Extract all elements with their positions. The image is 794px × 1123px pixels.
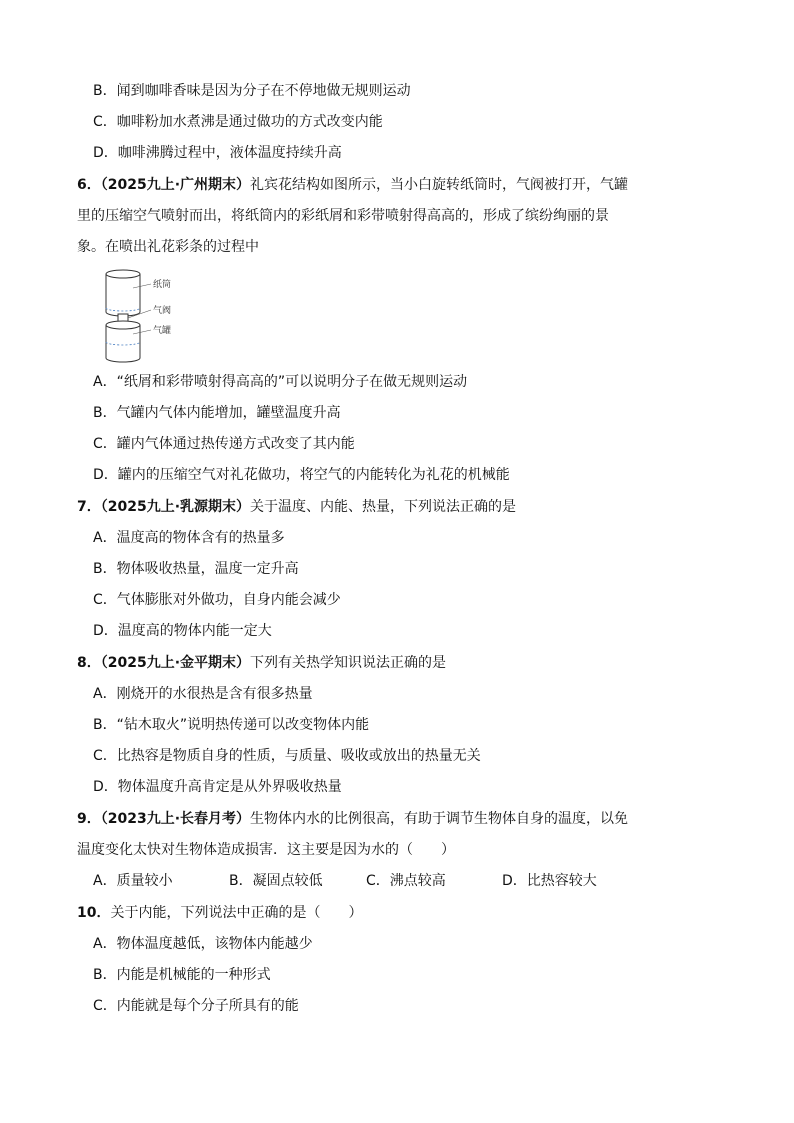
q7-option-a: A．温度高的物体含有的热量多 [93, 530, 285, 546]
figure-label-tank: 气罐 [153, 326, 172, 336]
q7-source: （2025九上·乳源期末） [100, 499, 251, 515]
q9-option-a: A．质量较小 [93, 873, 173, 889]
q6-stem-line2: 里的压缩空气喷射而出，将纸筒内的彩纸屑和彩带喷射得高高的，形成了缤纷绚丽的景 [77, 208, 609, 224]
q9-stem-line1: 生物体内水的比例很高，有助于调节生物体自身的温度，以免 [250, 811, 629, 827]
q10-option-b: B．内能是机械能的一种形式 [93, 967, 271, 983]
q10-option-a: A．物体温度越低，该物体内能越少 [93, 936, 313, 952]
q6-stem-line3: 象。在喷出礼花彩条的过程中 [77, 239, 259, 255]
q10-number: 10． [77, 905, 111, 921]
q8-option-c: C．比热容是物质自身的性质，与质量、吸收或放出的热量无关 [93, 748, 481, 764]
q6-option-b: B．气罐内气体内能增加，罐壁温度升高 [93, 405, 341, 421]
q8-source: （2025九上·金平期末） [100, 655, 251, 671]
paper-tube-shape [106, 270, 140, 316]
q6-number: 6． [77, 177, 101, 193]
q9-option-c: C．沸点较高 [366, 873, 446, 889]
q10-stem [77, 903, 362, 923]
q6-option-a: A．“纸屑和彩带喷射得高高的”可以说明分子在做无规则运动 [93, 374, 468, 390]
q8-option-b: B．“钻木取火”说明热传递可以改变物体内能 [93, 717, 370, 733]
q7-number: 7． [77, 499, 101, 515]
q8-stem [77, 653, 446, 673]
q8-option-a: A．刚烧开的水很热是含有很多热量 [93, 686, 313, 702]
q8-option-d: D．物体温度升高肯定是从外界吸收热量 [93, 779, 342, 795]
q9-option-d: D．比热容较大 [502, 873, 597, 889]
q7-option-c: C．气体膨胀对外做功，自身内能会减少 [93, 592, 341, 608]
figure-label-tube: 纸筒 [153, 280, 172, 290]
q5-option-c: C．咖啡粉加水煮沸是通过做功的方式改变内能 [93, 114, 383, 130]
q6-stem [77, 175, 628, 195]
q8-stem-text: 下列有关热学知识说法正确的是 [250, 655, 447, 671]
q9-source: （2023九上·长春月考） [100, 811, 251, 827]
q8-number: 8． [77, 655, 101, 671]
q9-stem-line2: 温度变化太快对生物体造成损害．这主要是因为水的（ ） [77, 842, 455, 858]
q9-option-b: B．凝固点较低 [229, 873, 323, 889]
q6-option-c: C．罐内气体通过热传递方式改变了其内能 [93, 436, 355, 452]
q10-option-c: C．内能就是每个分子所具有的能 [93, 998, 299, 1014]
q6-option-d: D．罐内的压缩空气对礼花做功，将空气的内能转化为礼花的机械能 [93, 467, 510, 483]
q9-number: 9． [77, 811, 101, 827]
q5-option-d: D．咖啡沸腾过程中，液体温度持续升高 [93, 145, 342, 161]
q7-stem [77, 497, 516, 517]
q5-option-b: B．闻到咖啡香味是因为分子在不停地做无规则运动 [93, 83, 411, 99]
figure-label-valve: 气阀 [153, 306, 172, 316]
q7-option-b: B．物体吸收热量，温度一定升高 [93, 561, 299, 577]
gas-tank-shape [106, 321, 140, 362]
confetti-cannon-figure [103, 268, 213, 368]
q7-stem-text: 关于温度、内能、热量，下列说法正确的是 [250, 499, 517, 515]
q6-source: （2025九上·广州期末） [100, 177, 251, 193]
q7-option-d: D．温度高的物体内能一定大 [93, 623, 272, 639]
q10-stem-text: 关于内能，下列说法中正确的是（ ） [110, 905, 363, 921]
q6-stem-line1: 礼宾花结构如图所示，当小白旋转纸筒时，气阀被打开，气罐 [250, 177, 629, 193]
q9-stem [77, 809, 628, 829]
